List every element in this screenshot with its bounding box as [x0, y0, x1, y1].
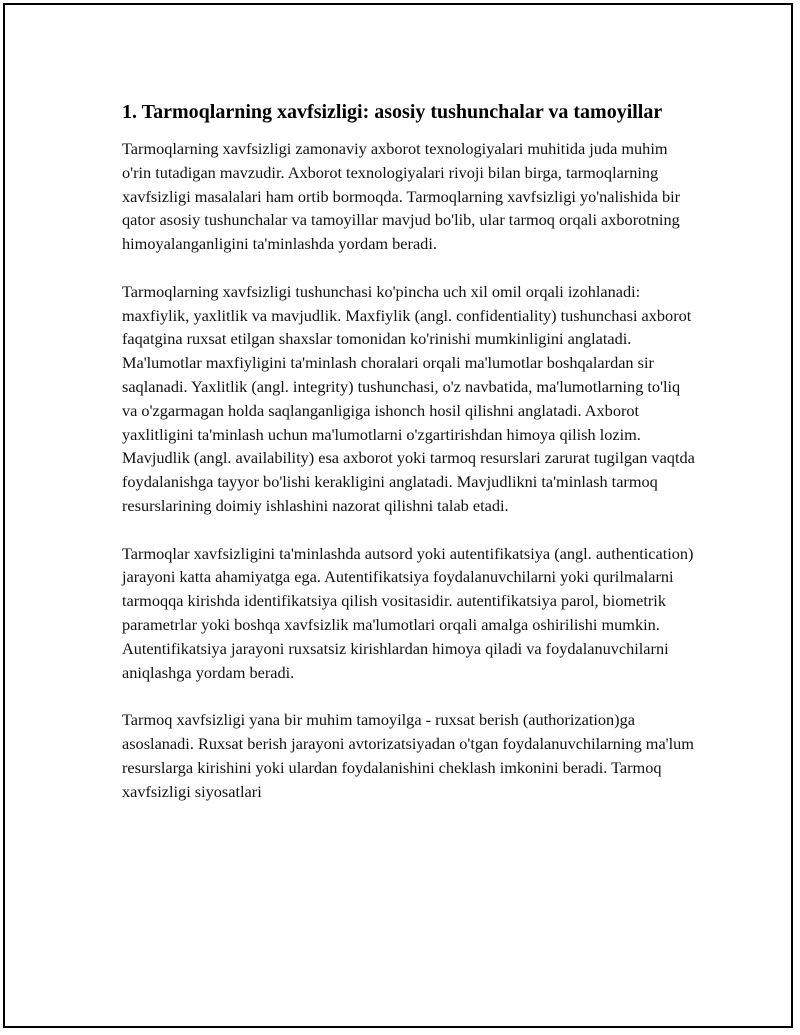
document-body [120, 99, 695, 827]
paragraph-intro: Tarmoqlarning xavfsizligi zamonaviy axborot texnologiyalari muhitida juda muhim o'rin tutadigan mavzudir. Axborot texnologiyalari rivoji bilan birga, tarmoqlarning xavfsizligi masalalari ham ortib bormoqda. Tarmoqlarning xavfsizligi yo'nalishida bir qator asosiy tushunchalar va tamoyillar mavjud bo'lib, ular tarmoq orqali axborotning himoyalanganligini ta'minlashda yordam beradi. [122, 139, 681, 254]
section-heading: 1. Tarmoqlarning xavfsizligi: asosiy tushunchalar va tamoyillar [122, 101, 663, 123]
paragraph-cia-triad: Tarmoqlarning xavfsizligi tushunchasi ko'pincha uch xil omil orqali izohlanadi: maxfiylik, yaxlitlik va mavjudlik. Maxfiylik (angl. confidentiality) tushunchasi axborot faqatgina ruxsat etilgan shaxslar tomonidan ko'rinishi mumkinligini anglatadi. Ma'lumotlar maxfiyligini ta'minlash choralari orqali ma'lumotlar boshqalardan sir saqlanadi. Yaxlitlik (angl. integrity) tushunchasi, o'z navbatida, ma'lumotlarning to'liq va o'zgarmagan holda saqlanganligiga ishonch hosil qilishni anglatadi. Axborot yaxlitligini ta'minlash uchun ma'lumotlarni o'zgartirishdan himoya qilish lozim. Mavjudlik (angl. availability) esa axborot yoki tarmoq resurslari zarurat tugilgan vaqtda foydalanishga tayyor bo'lishi kerakligini anglatadi. Mavjudlikni ta'minlash tarmoq resurslarining doimiy ishlashini nazorat qilishni talab etadi. [122, 281, 695, 515]
page-frame [3, 3, 793, 1028]
paragraph-authorization: Tarmoq xavfsizligi yana bir muhim tamoyilga - ruxsat berish (authorization)ga asoslanadi. Ruxsat berish jarayoni avtorizatsiyadan o'tgan foydalanuvchilarning ma'lum resurslarga kirishini yoki ulardan foydalanishini cheklash imkonini beradi. Tarmoq xavfsizligi siyosatlari [122, 710, 694, 801]
paragraph-authentication: Tarmoqlar xavfsizligini ta'minlashda autsord yoki autentifikatsiya (angl. authentication) jarayoni katta ahamiyatga ega. Autentifikatsiya foydalanuvchilarni yoki qurilmalarni tarmoqqa kirishda identifikatsiya qilish vositasidir. autentifikatsiya parol, biometrik parametrlar yoki boshqa xavfsizlik ma'lumotlari orqali amalga oshirilishi mumkin. Autentifikatsiya jarayoni ruxsatsiz kirishlardan himoya qiladi va foydalanuvchilarni aniqlashga yordam beradi. [122, 543, 694, 682]
